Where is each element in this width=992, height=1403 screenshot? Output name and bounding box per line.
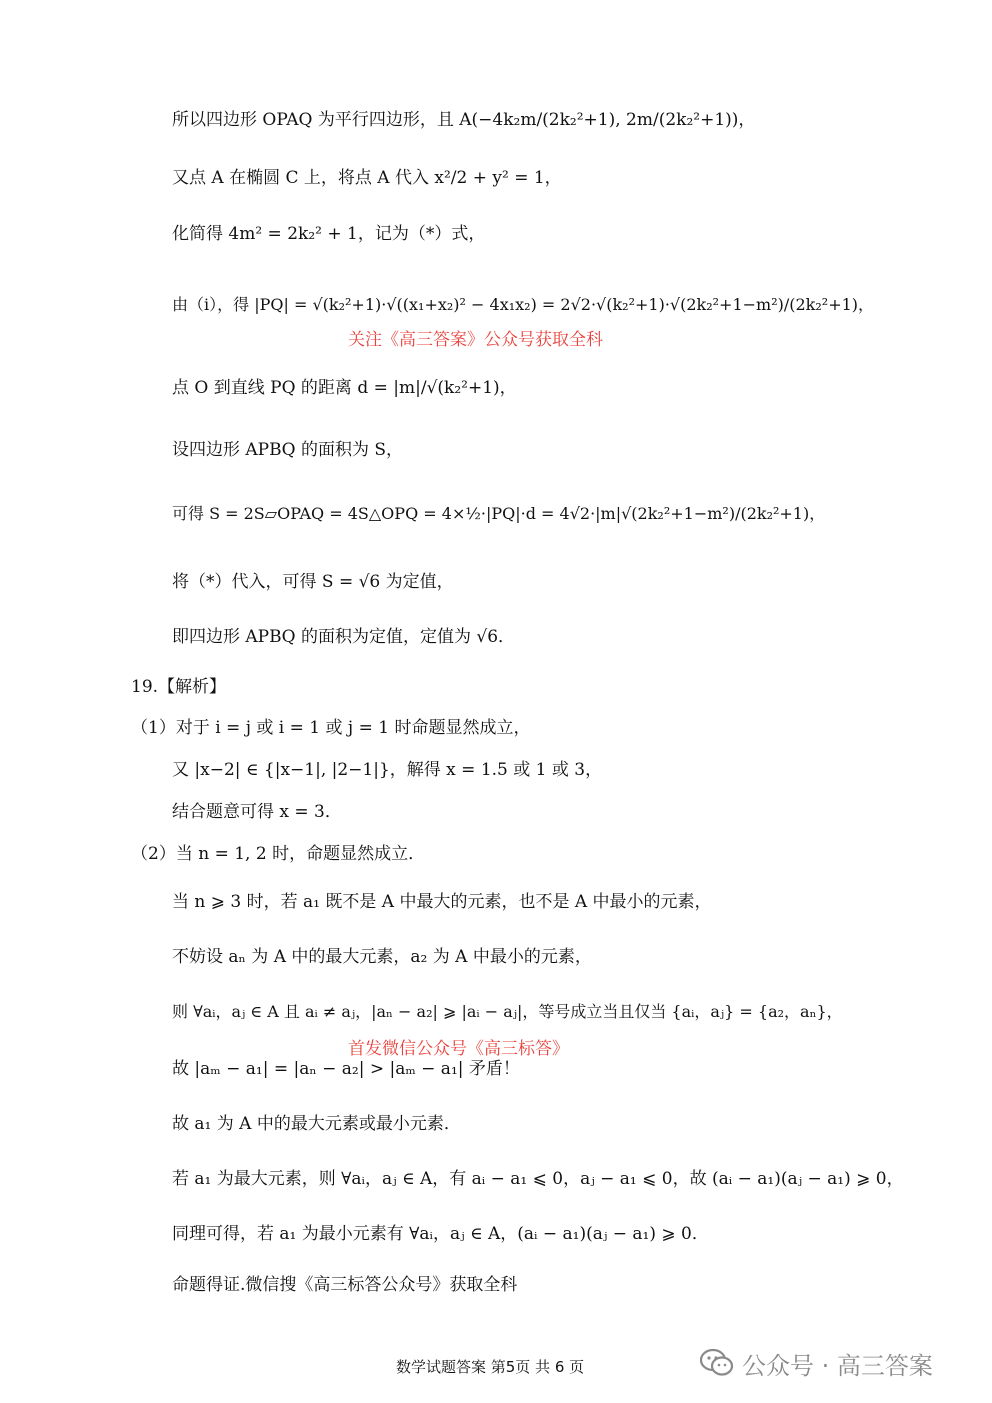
- line-solve-x: 又 |x−2| ∈ {|x−1|, |2−1|}，解得 x = 1.5 或 1 或 3，: [172, 760, 603, 780]
- line-case-n3: 当 n ⩾ 3 时，若 a₁ 既不是 A 中最大的元素，也不是 A 中最小的元素，: [172, 892, 712, 912]
- line-proof-end: 命题得证.微信搜《高三标答公众号》获取全科: [172, 1275, 518, 1295]
- line-parallelogram: 所以四边形 OPAQ 为平行四边形，且 A(−4k₂m/(2k₂²+1), 2m/(2k₂²+1))，: [172, 110, 756, 130]
- line-ellipse-substitution: 又点 A 在椭圆 C 上，将点 A 代入 x²/2 + y² = 1，: [172, 168, 562, 188]
- wechat-icon: [700, 1348, 734, 1378]
- line-conclusion: 即四边形 APBQ 的面积为定值，定值为 √6．: [172, 627, 516, 647]
- section-heading-19: 19.【解析】: [131, 677, 227, 697]
- line-distance: 点 O 到直线 PQ 的距离 d = |m|/√(k₂²+1)，: [172, 378, 517, 398]
- line-assume: 不妨设 aₙ 为 A 中的最大元素，a₂ 为 A 中最小的元素，: [172, 947, 592, 967]
- line-part2: （2）当 n = 1, 2 时，命题显然成立．: [131, 844, 426, 864]
- brand-label: 公众号 · 高三答案: [742, 1351, 933, 1380]
- line-part1: （1）对于 i = j 或 i = 1 或 j = 1 时命题显然成立，: [131, 718, 531, 738]
- wechat-brand: [700, 1345, 933, 1381]
- line-min-case: 同理可得，若 a₁ 为最小元素有 ∀aᵢ，aⱼ ∈ A，(aᵢ − a₁)(aⱼ − a₁) ⩾ 0．: [172, 1224, 709, 1244]
- watermark-first-release: 首发微信公众号《高三标答》: [348, 1039, 569, 1059]
- line-simplify: 化简得 4m² = 2k₂² + 1，记为（*）式，: [172, 224, 486, 244]
- page-footer: 数学试题答案 第5页 共 6 页: [396, 1358, 585, 1376]
- line-result-x: 结合题意可得 x = 3．: [172, 802, 342, 822]
- line-contradiction: 故 |aₘ − a₁| = |aₙ − a₂| > |aₘ − a₁| 矛盾！: [172, 1059, 520, 1079]
- line-area-formula: 可得 S = 2S▱OPAQ = 4S△OPQ = 4×½·|PQ|·d = 4√2·|m|√(2k₂²+1−m²)/(2k₂²+1)，: [172, 504, 826, 523]
- watermark-follow: 关注《高三答案》公众号获取全科: [348, 330, 603, 350]
- line-max-case: 若 a₁ 为最大元素，则 ∀aᵢ，aⱼ ∈ A，有 aᵢ − a₁ ⩽ 0，aⱼ − a₁ ⩽ 0，故 (aᵢ − a₁)(aⱼ − a₁) ⩾ 0，: [172, 1169, 904, 1189]
- line-area-def: 设四边形 APBQ 的面积为 S，: [172, 440, 404, 460]
- line-pq-length: 由（i），得 |PQ| = √(k₂²+1)·√((x₁+x₂)² − 4x₁x₂) = 2√2·√(k₂²+1)·√(2k₂²+1−m²)/(2k₂²+1)，: [172, 295, 875, 314]
- line-extreme-element: 故 a₁ 为 A 中的最大元素或最小元素．: [172, 1114, 461, 1134]
- line-substitute: 将（*）代入，可得 S = √6 为定值，: [172, 572, 454, 592]
- line-inequality: 则 ∀aᵢ，aⱼ ∈ A 且 aᵢ ≠ aⱼ，|aₙ − a₂| ⩾ |aᵢ − aⱼ|，等号成立当且仅当 {aᵢ，aⱼ} = {a₂，aₙ}，: [172, 1002, 843, 1021]
